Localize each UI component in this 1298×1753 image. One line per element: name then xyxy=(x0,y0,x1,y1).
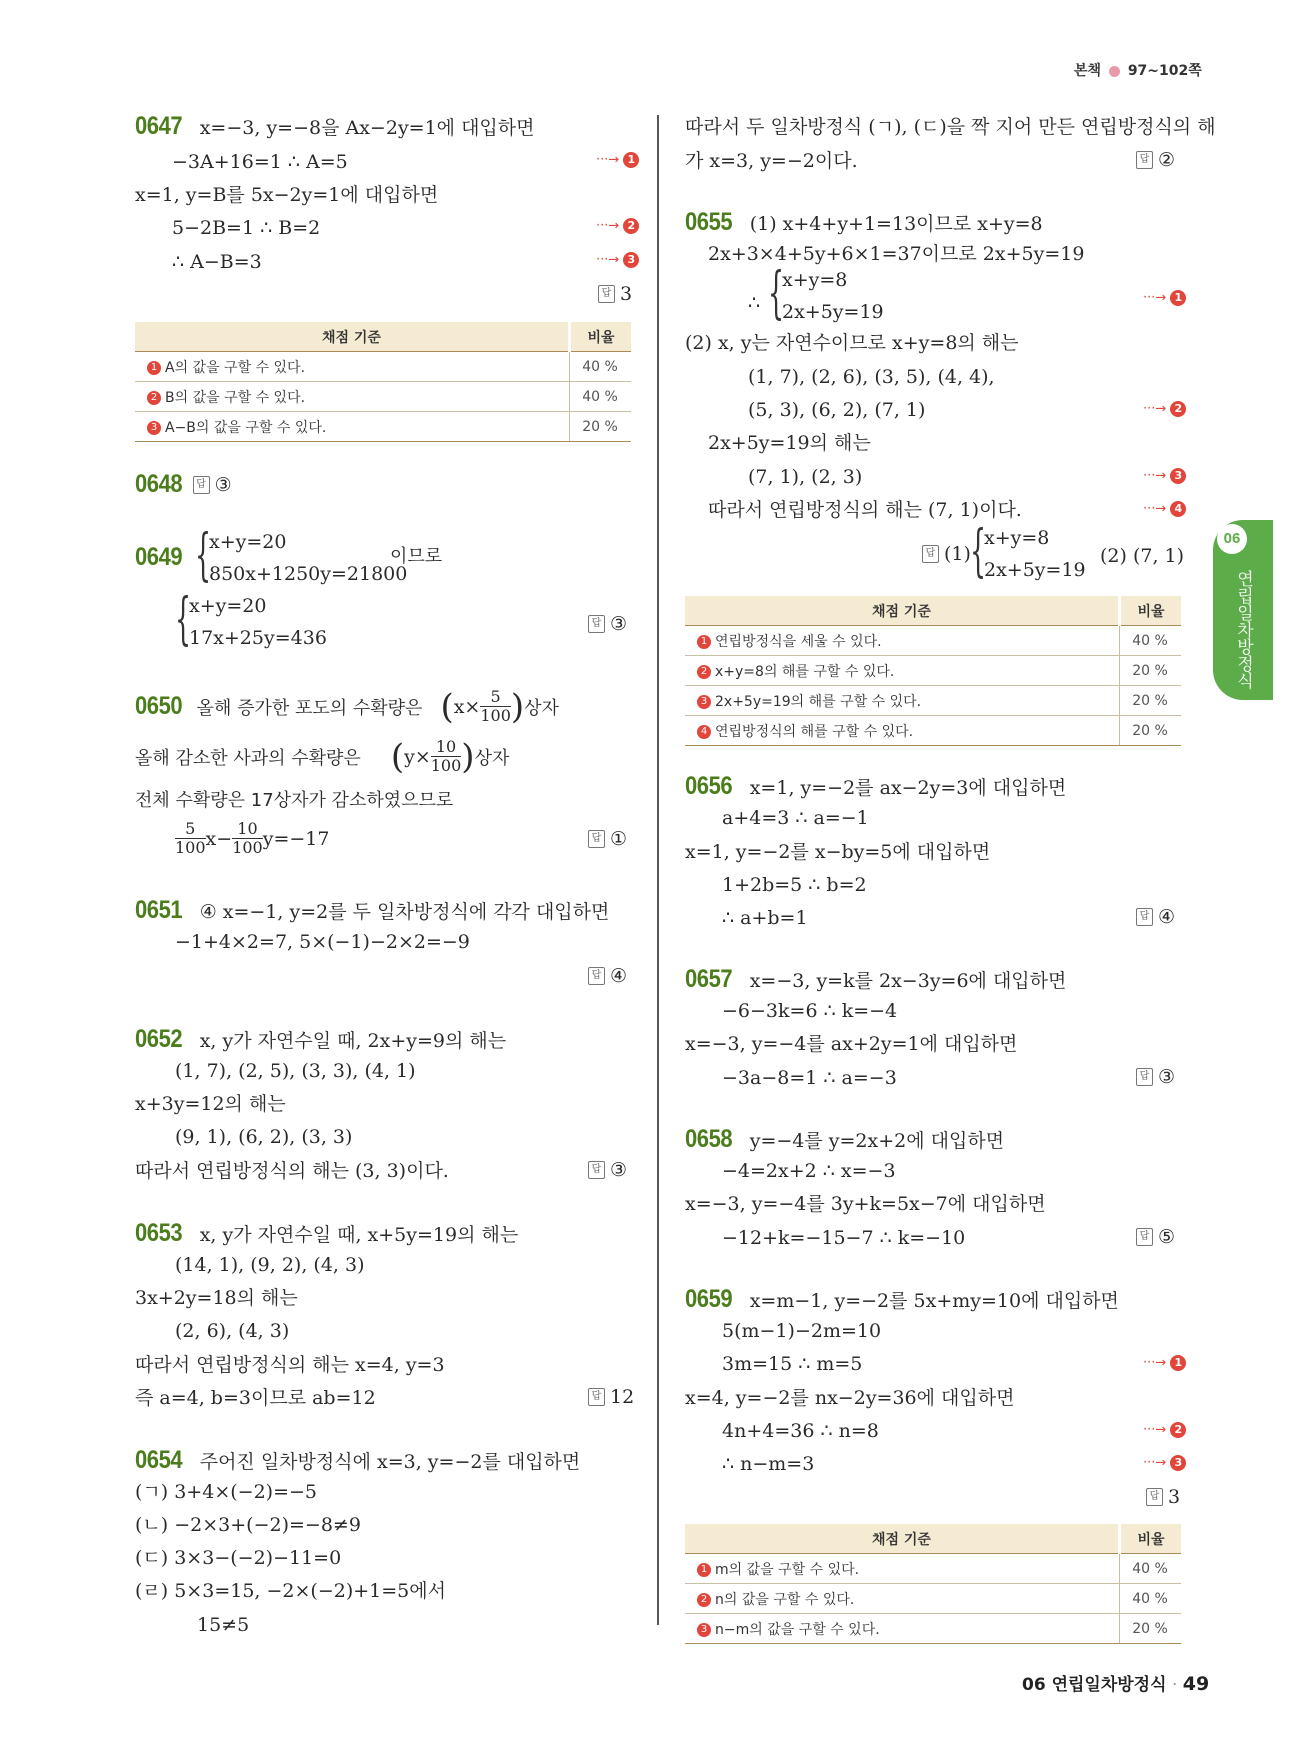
header-criteria: 채점 기준 xyxy=(135,322,570,352)
header-criteria: 채점 기준 xyxy=(685,1524,1120,1554)
table-row: 1 A의 값을 구할 수 있다. 40 % xyxy=(135,352,631,382)
problem-number: 0648 xyxy=(135,470,183,498)
chapter-title: 연립일차방정식 xyxy=(1233,570,1253,689)
table-row: 3 2x+5y=19의 해를 구할 수 있다. 20 % xyxy=(685,686,1181,716)
line: x=−3, y=−8을 Ax−2y=1에 대입하면 xyxy=(199,117,535,139)
answer-icon: 답 xyxy=(922,545,939,563)
footer-chapter: 06 연립일차방정식 xyxy=(1022,1675,1167,1695)
equation-system: { x+y=20 850x+1250y=21800 xyxy=(195,523,408,588)
scoring-table-0659 xyxy=(685,1524,1181,1644)
line: 따라서 연립방정식의 해는 (7, 1)이다. xyxy=(708,499,1022,521)
line: 즉 a=4, b=3이므로 ab=12 xyxy=(135,1387,376,1409)
problem-0659: 0659 x=m−1, y=−2를 5x+my=10에 대입하면 xyxy=(685,1285,1119,1313)
page-header xyxy=(1074,60,1202,80)
line: (1, 7), (2, 6), (3, 5), (4, 4), xyxy=(748,366,995,388)
line: 따라서 연립방정식의 해는 (3, 3)이다. xyxy=(135,1160,449,1182)
page-footer: 06 연립일차방정식 · 49 xyxy=(1022,1673,1210,1695)
line: (1, 7), (2, 5), (3, 3), (4, 1) xyxy=(175,1060,416,1082)
answer-0657: 답 ③ xyxy=(1136,1066,1175,1088)
answer-part-2: (2) (7, 1) xyxy=(1100,545,1185,567)
table-row: 3 A−B의 값을 구할 수 있다. 20 % xyxy=(135,412,631,442)
line: 따라서 연립방정식의 해는 x=4, y=3 xyxy=(135,1354,445,1376)
problem-number: 0649 xyxy=(135,543,183,571)
line: ∴ n−m=3 xyxy=(722,1453,815,1475)
line: 3x+2y=18의 해는 xyxy=(135,1287,298,1309)
step-marker: ···→ 4 xyxy=(1143,501,1186,517)
page-range: 97~102쪽 xyxy=(1127,63,1202,79)
answer-icon: 답 xyxy=(1136,151,1153,169)
step-marker: ···→ 3 xyxy=(1143,468,1186,484)
page-number: 49 xyxy=(1182,1673,1210,1695)
problem-number: 0651 xyxy=(135,896,183,924)
answer-icon: 답 xyxy=(598,285,615,303)
answer-0659: 답 3 xyxy=(1146,1486,1180,1508)
problem-0649 xyxy=(135,543,189,572)
answer-icon: 답 xyxy=(588,1388,605,1406)
problem-number: 0655 xyxy=(685,208,733,236)
problem-0652: 0652 x, y가 자연수일 때, 2x+y=9의 해는 xyxy=(135,1025,507,1053)
answer-0650: 답 ① xyxy=(588,828,627,850)
scoring-table-0647 xyxy=(135,322,631,442)
answer-icon: 답 xyxy=(1146,1488,1163,1506)
line: x=4, y=−2를 nx−2y=36에 대입하면 xyxy=(685,1387,1015,1409)
answer-0653: 답 12 xyxy=(588,1386,634,1408)
answer-0652: 답 ③ xyxy=(588,1159,627,1181)
problem-0657: 0657 x=−3, y=k를 2x−3y=6에 대입하면 xyxy=(685,965,1067,993)
problem-number: 0658 xyxy=(685,1125,733,1153)
line: −3A+16=1 ∴ A=5 xyxy=(172,151,348,173)
step-marker: ···→ 1 xyxy=(1143,1355,1186,1371)
step-marker: ···→ 3 xyxy=(596,252,639,268)
problem-0647 xyxy=(135,112,535,141)
table-row: 2 x+y=8의 해를 구할 수 있다. 20 % xyxy=(685,656,1181,686)
line: (ㄷ) 3×3−(−2)−11=0 xyxy=(135,1547,342,1569)
therefore-symbol: ∴ xyxy=(748,292,761,314)
step-marker: ···→ 1 xyxy=(596,152,639,168)
line: (5, 3), (6, 2), (7, 1) xyxy=(748,399,926,421)
step-marker: ···→ 1 xyxy=(1143,290,1186,306)
line: (9, 1), (6, 2), (3, 3) xyxy=(175,1126,353,1148)
problem-0648: 0648 답 ③ xyxy=(135,470,232,498)
problem-number: 0653 xyxy=(135,1219,183,1247)
answer-icon: 답 xyxy=(1136,1228,1153,1246)
line: −1+4×2=7, 5×(−1)−2×2=−9 xyxy=(175,931,470,953)
line: 올해 감소한 사과의 수확량은 ( y× $\frac{10}{100}$ ) 상자 xyxy=(135,736,510,777)
line: 1+2b=5 ∴ b=2 xyxy=(722,874,867,896)
answer-0656: 답 ④ xyxy=(1136,906,1175,928)
equation-system: { x+y=20 17x+25y=436 xyxy=(175,587,327,652)
line: 5(m−1)−2m=10 xyxy=(722,1320,882,1342)
step-marker: ···→ 2 xyxy=(1143,1422,1186,1438)
line: −4=2x+2 ∴ x=−3 xyxy=(722,1160,896,1182)
answer-icon: 답 xyxy=(588,830,605,848)
header-ratio: 비율 xyxy=(1120,1524,1182,1554)
line: 5−2B=1 ∴ B=2 xyxy=(172,217,321,239)
line: (ㄹ) 5×3=15, −2×(−2)+1=5에서 xyxy=(135,1580,446,1602)
answer-icon: 답 xyxy=(588,1161,605,1179)
chapter-number: 06 xyxy=(1217,524,1247,554)
table-row: 3 n−m의 값을 구할 수 있다. 20 % xyxy=(685,1614,1181,1644)
answer-icon: 답 xyxy=(588,615,605,633)
header-criteria: 채점 기준 xyxy=(685,596,1120,626)
answer-0655: 답 (1) xyxy=(922,543,971,565)
line: x=−3, y=−4를 3y+k=5x−7에 대입하면 xyxy=(685,1193,1046,1215)
line: x+3y=12의 해는 xyxy=(135,1093,286,1115)
problem-number: 0650 xyxy=(135,692,183,720)
line: (14, 1), (9, 2), (4, 3) xyxy=(175,1254,365,1276)
equation: $\frac{5}{100}$ x− $\frac{10}{100}$ y=−17 xyxy=(175,819,330,857)
text: 이므로 xyxy=(390,546,443,567)
line: (ㄱ) 3+4×(−2)=−5 xyxy=(135,1481,317,1503)
answer-icon: 답 xyxy=(588,967,605,985)
problem-number: 0647 xyxy=(135,112,183,140)
line: (2, 6), (4, 3) xyxy=(175,1320,290,1342)
arrow-icon xyxy=(1109,66,1120,77)
line: x=−3, y=−4를 ax+2y=1에 대입하면 xyxy=(685,1033,1018,1055)
table-row: 1 연립방정식을 세울 수 있다. 40 % xyxy=(685,626,1181,656)
step-marker: ···→ 3 xyxy=(1143,1455,1186,1471)
header-ratio: 비율 xyxy=(1120,596,1182,626)
table-row: 4 연립방정식의 해를 구할 수 있다. 20 % xyxy=(685,716,1181,746)
problem-0658: 0658 y=−4를 y=2x+2에 대입하면 xyxy=(685,1125,1005,1153)
table-row: 1 m의 값을 구할 수 있다. 40 % xyxy=(685,1554,1181,1584)
header-ratio: 비율 xyxy=(570,322,632,352)
answer-icon: 답 xyxy=(193,476,210,494)
problem-0650: 0650 올해 증가한 포도의 수확량은 ( x× $\frac{5}{100}$ ) 상자 xyxy=(135,686,559,727)
line: −12+k=−15−7 ∴ k=−10 xyxy=(722,1227,966,1249)
problem-number: 0656 xyxy=(685,772,733,800)
book-label: 본책 xyxy=(1074,63,1102,79)
line: 따라서 두 일차방정식 (ㄱ), (ㄷ)을 짝 지어 만든 연립방정식의 해 xyxy=(685,116,1216,138)
problem-0656: 0656 x=1, y=−2를 ax−2y=3에 대입하면 xyxy=(685,772,1067,800)
line: 2x+5y=19의 해는 xyxy=(708,432,871,454)
answer-icon: 답 xyxy=(1136,908,1153,926)
answer-0654: 답 ② xyxy=(1136,149,1175,171)
line: 15≠5 xyxy=(197,1614,250,1636)
line: ∴ a+b=1 xyxy=(722,907,808,929)
line: 전체 수확량은 17상자가 감소하였으므로 xyxy=(135,790,454,811)
line: 4n+4=36 ∴ n=8 xyxy=(722,1420,879,1442)
table-row: 2 B의 값을 구할 수 있다. 40 % xyxy=(135,382,631,412)
answer-0651: 답 ④ xyxy=(588,965,627,987)
problem-0653: 0653 x, y가 자연수일 때, x+5y=19의 해는 xyxy=(135,1219,519,1247)
line: (2) x, y는 자연수이므로 x+y=8의 해는 xyxy=(685,332,1019,354)
answer-0658: 답 ⑤ xyxy=(1136,1226,1175,1248)
answer-0649: 답 ③ xyxy=(588,613,627,635)
answer-icon: 답 xyxy=(1136,1068,1153,1086)
scoring-table-0655 xyxy=(685,596,1181,746)
problem-0654: 0654 주어진 일차방정식에 x=3, y=−2를 대입하면 xyxy=(135,1446,581,1474)
column-divider xyxy=(657,115,659,1625)
table-row: 2 n의 값을 구할 수 있다. 40 % xyxy=(685,1584,1181,1614)
step-marker: ···→ 2 xyxy=(596,218,639,234)
line: 2x+3×4+5y+6×1=37이므로 2x+5y=19 xyxy=(708,243,1085,265)
problem-number: 0654 xyxy=(135,1446,183,1474)
line: x=1, y=−2를 x−by=5에 대입하면 xyxy=(685,841,991,863)
step-marker: ···→ 2 xyxy=(1143,401,1186,417)
line: x=1, y=B를 5x−2y=1에 대입하면 xyxy=(135,184,439,206)
line: a+4=3 ∴ a=−1 xyxy=(722,807,869,829)
line: −6−3k=6 ∴ k=−4 xyxy=(722,1000,898,1022)
answer-0647: 답 3 xyxy=(598,283,632,305)
line: 가 x=3, y=−2이다. xyxy=(685,150,858,172)
problem-number: 0659 xyxy=(685,1285,733,1313)
problem-number: 0657 xyxy=(685,965,733,993)
equation-system: { x+y=8 2x+5y=19 xyxy=(768,261,884,326)
problem-number: 0652 xyxy=(135,1025,183,1053)
line: ∴ A−B=3 xyxy=(172,251,262,273)
equation-system: { x+y=8 2x+5y=19 xyxy=(970,519,1086,584)
line: −3a−8=1 ∴ a=−3 xyxy=(722,1067,897,1089)
line: 3m=15 ∴ m=5 xyxy=(722,1353,863,1375)
line: (ㄴ) −2×3+(−2)=−8≠9 xyxy=(135,1514,361,1536)
problem-0655: 0655 (1) x+4+y+1=13이므로 x+y=8 xyxy=(685,208,1043,236)
line: (7, 1), (2, 3) xyxy=(748,466,863,488)
problem-0651: 0651 ④ x=−1, y=2를 두 일차방정식에 각각 대입하면 xyxy=(135,896,610,924)
